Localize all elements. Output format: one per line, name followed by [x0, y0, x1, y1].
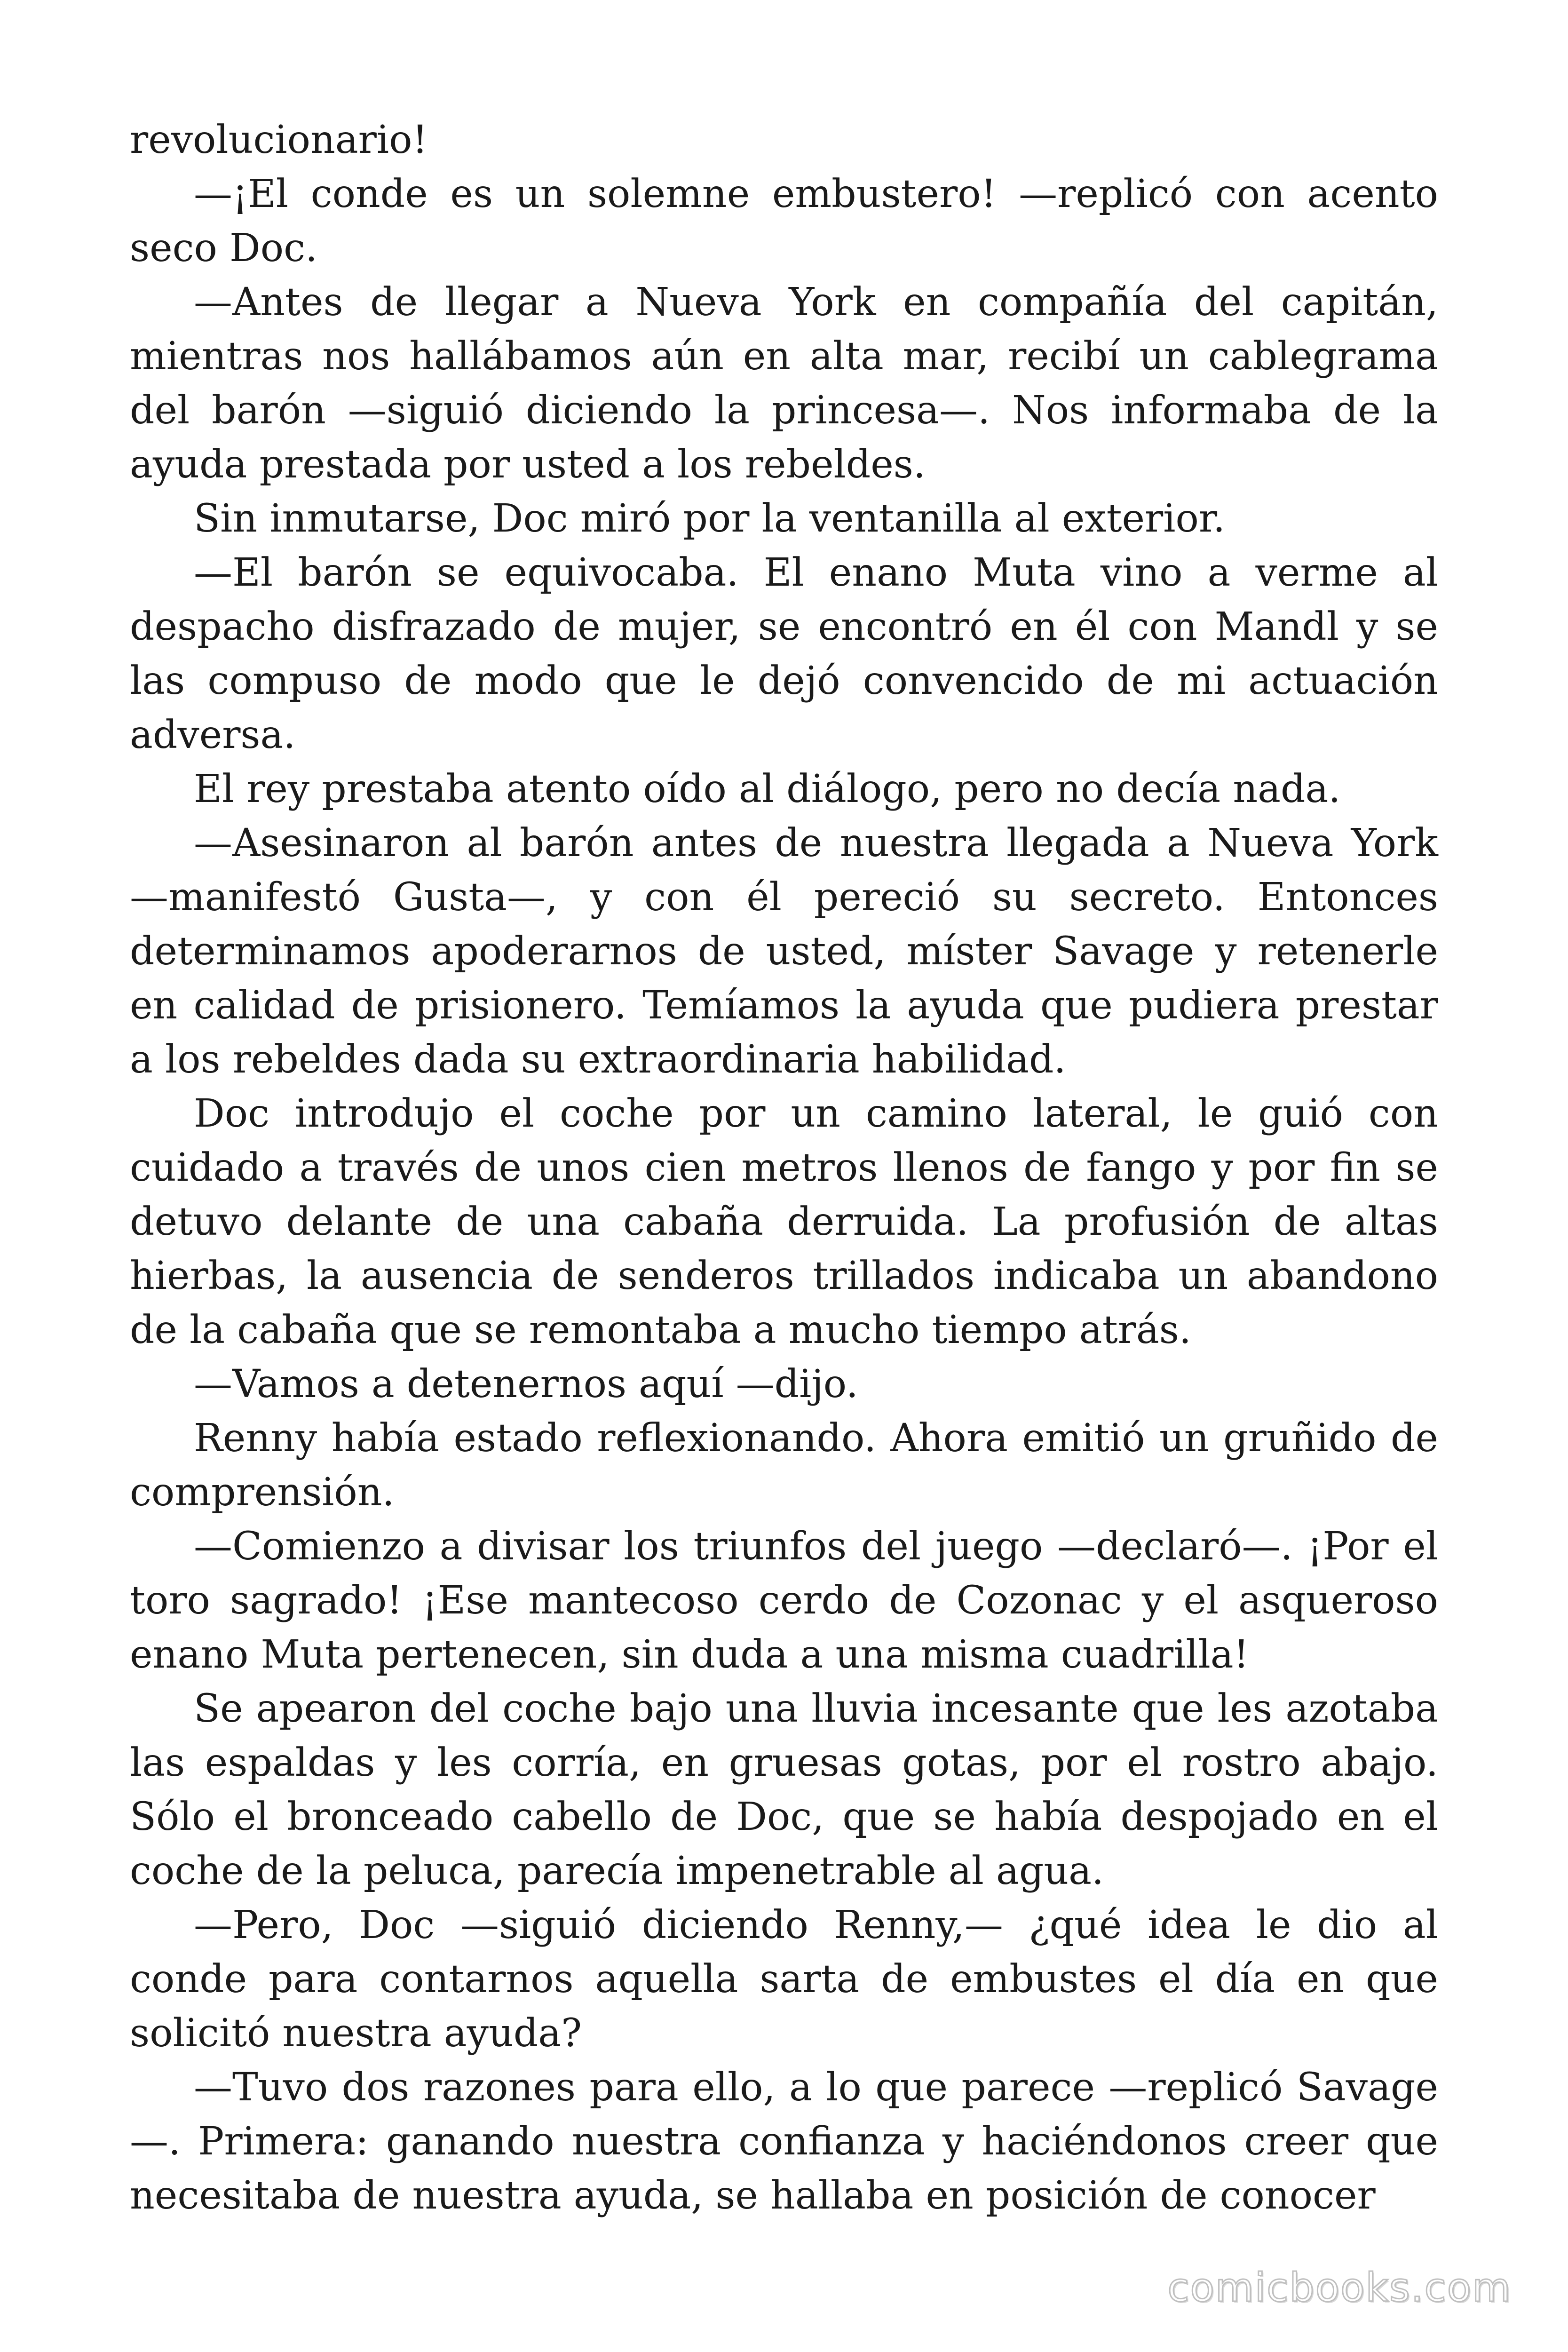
- paragraph: El rey prestaba atento oído al diálogo, pero no decía nada.: [194, 767, 1341, 811]
- paragraph: Sin inmutarse, Doc miró por la ventanilla al exterior.: [194, 496, 1226, 541]
- paragraph: —Asesinaron al barón antes de nuestra llegada a Nueva York —manifestó Gusta—, y con él pereció su secreto. Entonces determinamos apoderarnos de usted, míster Savage y retenerle en calidad de prisionero. Temíamos la ayuda que pudiera prestar a los rebeldes dada su extraordinaria habilidad.: [130, 821, 1438, 1082]
- paragraph: —¡El conde es un solemne embustero! —replicó con acento seco Doc.: [130, 172, 1438, 270]
- paragraph: —Tuvo dos razones para ello, a lo que parece —replicó Savage —. Primera: ganando nuestra confianza y haciéndonos creer que necesitaba de nuestra ayuda, se hallaba en posición de conocer: [130, 2065, 1438, 2218]
- watermark: comicbooks.com: [1167, 2265, 1512, 2311]
- paragraph: —Vamos a detenernos aquí —dijo.: [194, 1362, 858, 1406]
- paragraph-continuation: revolucionario!: [130, 118, 428, 162]
- paragraph: Renny había estado reflexionando. Ahora emitió un gruñido de comprensión.: [130, 1416, 1438, 1515]
- paragraph: —Pero, Doc —siguió diciendo Renny,— ¿qué idea le dio al conde para contarnos aquella sarta de embustes el día en que solicitó nuestra ayuda?: [130, 1903, 1438, 2056]
- paragraph: —Antes de llegar a Nueva York en compañía del capitán, mientras nos hallábamos aún en alta mar, recibí un cablegrama del barón —siguió diciendo la princesa—. Nos informaba de la ayuda prestada por usted a los rebeldes.: [130, 280, 1438, 487]
- page-text: [130, 113, 1438, 2223]
- paragraph: Doc introdujo el coche por un camino lateral, le guió con cuidado a través de unos cien metros llenos de fango y por fin se detuvo delante de una cabaña derruida. La profusión de altas hierbas, la ausencia de senderos trillados indicaba un abandono de la cabaña que se remontaba a mucho tiempo atrás.: [130, 1091, 1438, 1352]
- paragraph: —El barón se equivocaba. El enano Muta vino a verme al despacho disfrazado de mujer, se encontró en él con Mandl y se las compuso de modo que le dejó convencido de mi actuación adversa.: [130, 550, 1438, 757]
- paragraph: Se apearon del coche bajo una lluvia incesante que les azotaba las espaldas y les corría, en gruesas gotas, por el rostro abajo. Sólo el bronceado cabello de Doc, que se había despojado en el coche de la peluca, parecía impenetrable al agua.: [130, 1686, 1438, 1893]
- paragraph: —Comienzo a divisar los triunfos del juego —declaró—. ¡Por el toro sagrado! ¡Ese mantecoso cerdo de Cozonac y el asqueroso enano Muta pertenecen, sin duda a una misma cuadrilla!: [130, 1524, 1438, 1677]
